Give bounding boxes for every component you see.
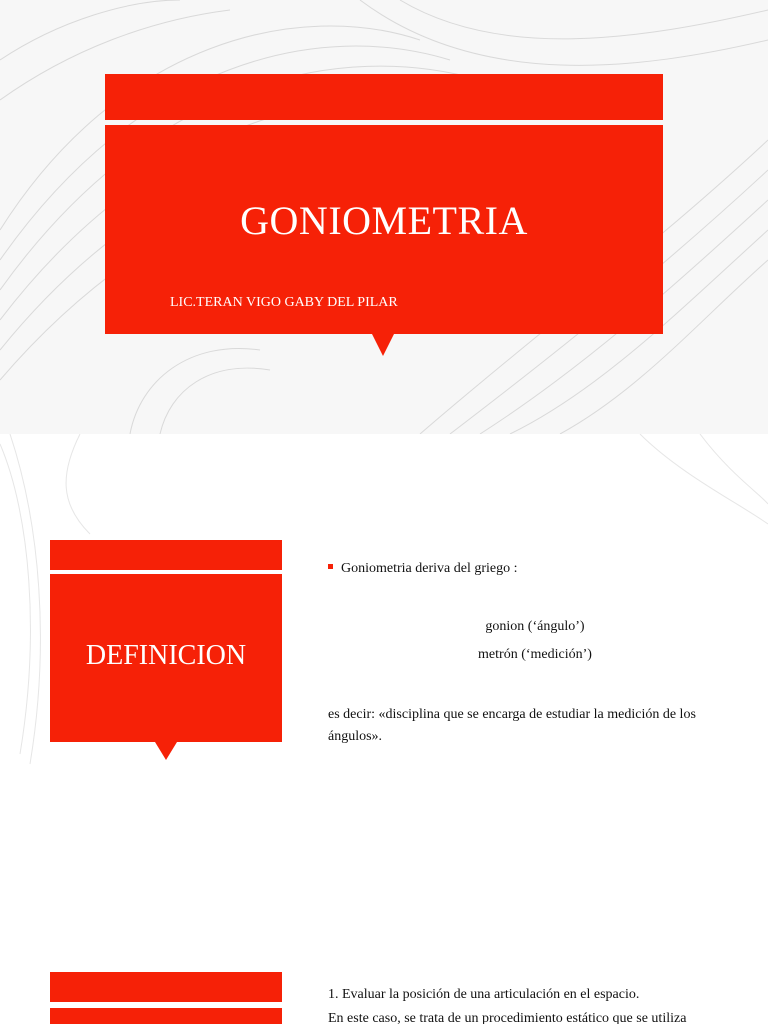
bullet-square-icon	[328, 564, 333, 569]
slide-3	[0, 868, 768, 1024]
list-item-1-detail: En este caso, se trata de un procedimiento estático que se utiliza	[328, 1011, 687, 1024]
title-box-pointer	[372, 334, 394, 356]
bullet-item	[328, 561, 518, 577]
title-header-strip	[105, 74, 663, 120]
section-title: DEFINICION	[85, 640, 247, 671]
section-header-strip	[50, 972, 282, 1002]
section-title-box	[50, 1008, 282, 1024]
slide-1	[0, 0, 768, 434]
section-header-strip	[50, 540, 282, 570]
bullet-text: Goniometria deriva del griego :	[341, 561, 518, 576]
presentation-title: GONIOMETRIA	[240, 198, 528, 243]
list-item-1: 1. Evaluar la posición de una articulación en el espacio.	[328, 987, 640, 1002]
presentation-author: LIC.TERAN VIGO GABY DEL PILAR	[170, 295, 398, 310]
slide-2	[0, 434, 768, 868]
definition-paragraph: es decir: «disciplina que se encarga de estudiar la medición de los ángulos».	[328, 707, 696, 744]
term-metron: metrón (‘medición’)	[478, 647, 592, 662]
section-box-pointer	[155, 742, 177, 760]
term-gonion: gonion (‘ángulo’)	[485, 619, 585, 634]
